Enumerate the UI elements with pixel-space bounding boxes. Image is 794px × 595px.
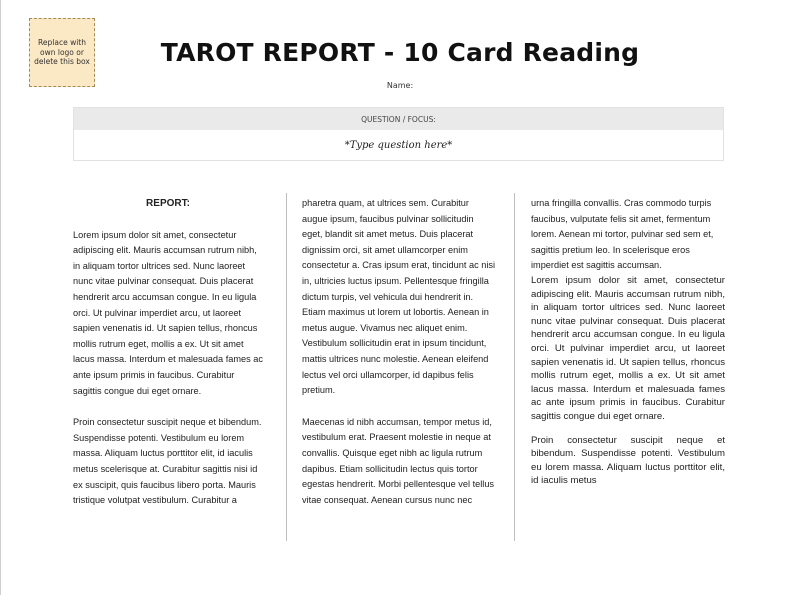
report-column-2 <box>302 196 496 508</box>
question-input[interactable]: *Type question here* <box>344 139 453 151</box>
question-label: QUESTION / FOCUS: <box>74 108 723 130</box>
report-paragraph: Lorem ipsum dolor sit amet, consectetur adipiscing elit. Mauris accumsan rutrum nibh, in aliquam tortor ultrices sed. Nunc laoreet nunc vitae pulvinar consequat. Duis placerat hendrerit arcu accumsan congue. In eu ligula orci. Ut pulvinar imperdiet arcu, ut laoreet sapien venenatis id. Ut sapien tellus, rhoncus mollis rutrum eget, mollis a ex. Ut sit amet lacus massa. Interdum et malesuada fames ac ante ipsum primis in faucibus. Curabitur sagittis congue dui eget ornare. <box>531 274 725 422</box>
report-paragraph: pharetra quam, at ultrices sem. Curabitur augue ipsum, faucibus pulvinar sollicitudin eget, blandit sit amet metus. Duis placerat dignissim orci, sit amet ullamcorper enim consectetur a. Cras ipsum erat, tincidunt ac nisi in, ultricies luctus ipsum. Pellentesque fringilla dictum turpis, vel vehicula dui hendrerit in. Etiam maximus ut lorem ut lobortis. Aenean in metus augue. Vivamus nec aliquet enim. Vestibulum sollicitudin erat in ipsum tincidunt, mattis ultrices nunc molestie. Aenean eleifend lectus vel orci ullamcorper, id dapibus felis pretium. <box>302 198 496 396</box>
name-label: Name: <box>386 81 414 90</box>
report-heading: REPORT: <box>146 198 190 209</box>
report-paragraph: Lorem ipsum dolor sit amet, consectetur adipiscing elit. Mauris accumsan rutrum nibh, in aliquam tortor ultrices sed. Nunc laoreet nunc vitae pulvinar consequat. Duis placerat hendrerit arcu accumsan congue. In eu ligula orci. Ut pulvinar imperdiet arcu, ut laoreet sapien venenatis id. Ut sapien tellus, rhoncus mollis rutrum eget, mollis a ex. Ut sit amet lacus massa. Interdum et malesuada fames ac ante ipsum primis in faucibus. Curabitur sagittis congue dui eget ornare. <box>73 229 263 396</box>
report-paragraph: Proin consectetur suscipit neque et bibendum. Suspendisse potenti. Vestibulum eu lorem massa. Aliquam luctus porttitor elit, id iaculis metus <box>531 434 725 487</box>
report-paragraph: Proin consectetur suscipit neque et bibendum. Suspendisse potenti. Vestibulum eu lorem massa. Aliquam luctus porttitor elit, id iaculis metus scelerisque at. Curabitur sagittis nisi id ex suscipit, quis faucibus libero porta. Mauris tristique volutpat vestibulum. Curabitur a <box>73 417 262 506</box>
page-edge <box>0 0 1 595</box>
column-divider <box>514 193 515 541</box>
report-column-3 <box>531 196 725 488</box>
logo-placeholder-box[interactable] <box>29 18 95 87</box>
question-box <box>73 107 724 161</box>
column-divider <box>286 193 287 541</box>
report-paragraph: Maecenas id nibh accumsan, tempor metus id, vestibulum erat. Praesent molestie in neque at convallis. Quisque eget nibh ac ligula rutrum dapibus. Etiam sollicitudin lectus quis tortor egestas hendrerit. Morbi pellentesque vel tellus vitae consequat. Aenean cursus nunc nec <box>302 416 495 505</box>
logo-placeholder-text: Replace with own logo or delete this box <box>34 38 90 67</box>
report-paragraph: urna fringilla convallis. Cras commodo turpis faucibus, vulputate felis sit amet, fermentum lorem. Aenean mi tortor, pulvinar sed sem et, sagittis pretium leo. In scelerisque eros imperdiet est sagittis accumsan. <box>531 198 714 271</box>
page-title: TAROT REPORT - 10 Card Reading <box>160 38 640 67</box>
report-column-1 <box>73 196 263 509</box>
